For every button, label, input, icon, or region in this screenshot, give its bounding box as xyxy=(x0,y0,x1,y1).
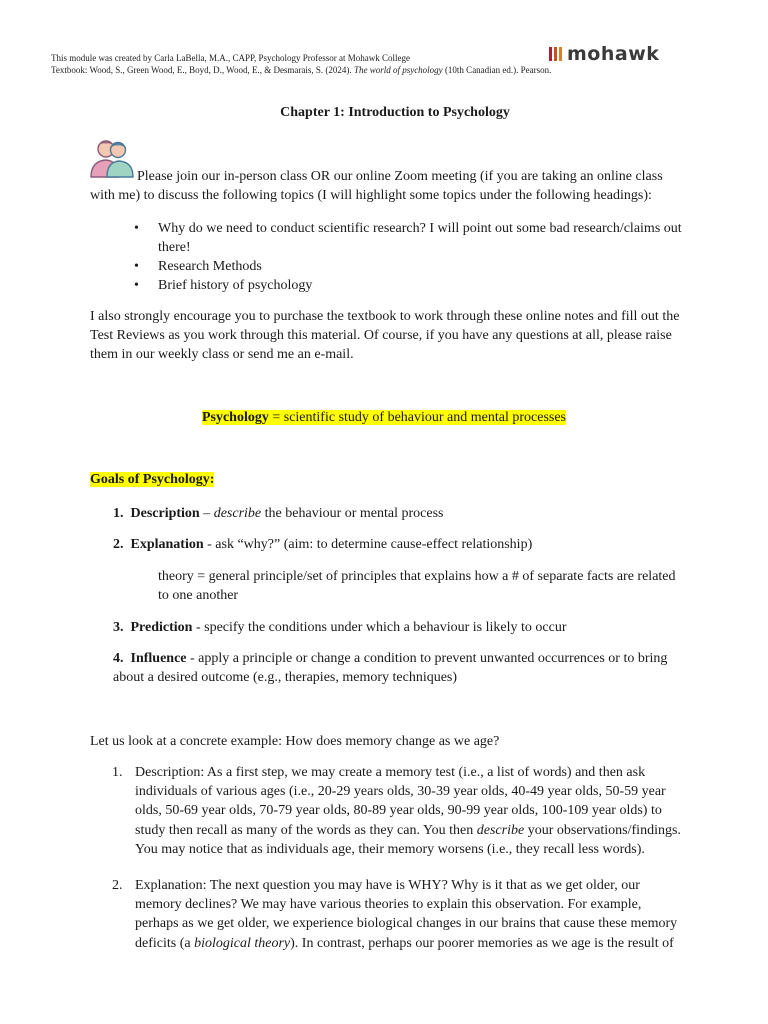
theory-definition: theory = general principle/set of principles that explains how a # of separate facts are related to one another xyxy=(158,569,676,604)
goal-prediction: 3. Prediction - specify the conditions under which a behaviour is likely to occur xyxy=(113,620,567,635)
example-explanation-item: Explanation: The next question you may have is WHY? Why is it that as we get older, our memory declines? We may have various theories to explain this observation. For example, perhaps as we get older, we experience biological changes in our brains that cause these memory deficits (a biological theory). In contrast, perhaps our poorer memories as we age is the result of xyxy=(135,878,678,951)
header-textbook-line xyxy=(51,65,551,76)
list-marker: 1. xyxy=(112,765,123,780)
chapter-title: Chapter 1: Introduction to Psychology xyxy=(280,105,510,120)
example-intro: Let us look at a concrete example: How does memory change as we age? xyxy=(90,734,500,749)
goals-heading: Goals of Psychology: xyxy=(90,472,215,487)
goal-influence: 4. Influence - apply a principle or change a condition to prevent unwanted occurrences or to bring about a desired outcome (e.g., therapies, memory techniques) xyxy=(113,651,668,686)
goal-term: Explanation xyxy=(130,537,204,552)
intro-paragraph: Please join our in-person class OR our online Zoom meeting (if you are taking an online class with me) to discuss the following topics (I will highlight some topics under the following headings): xyxy=(90,169,663,204)
textbook-suffix: (10th Canadian ed.). Pearson. xyxy=(444,65,552,75)
header-author-line xyxy=(51,53,410,64)
psychology-definition xyxy=(0,408,768,427)
goal-description: 1. Description – describe the behaviour or mental process xyxy=(113,506,444,521)
definition-term: Psychology xyxy=(201,410,269,425)
goal-term: Prediction xyxy=(130,620,193,635)
mohawk-logo-bars-icon xyxy=(549,47,562,61)
textbook-title: The world of psychology xyxy=(353,65,443,75)
author-text: This module was created by Carla LaBella, M.A., CAPP, Psychology Professor at Mohawk College xyxy=(51,53,410,63)
list-marker: 2. xyxy=(112,878,123,893)
mohawk-logo xyxy=(549,45,659,63)
goal-term: Description xyxy=(130,506,200,521)
definition-text: = scientific study of behaviour and mental processes xyxy=(268,410,567,425)
topics-list xyxy=(158,219,698,295)
topic-item: • Why do we need to conduct scientific research? I will point out some bad research/claims out there! xyxy=(158,219,698,257)
example-description-item: Description: As a first step, we may create a memory test (i.e., a list of words) and then ask individuals of various ages (i.e., 20-29 years olds, 30-39 year olds, 40-49 year olds, 50-59 year olds, 50-69 year olds, 70-79 year olds, 80-89 year olds, 90-99 year olds, 100-109 year olds) to study then recall as many of the words as they can. You then describe your observations/findings. You may notice that as individuals age, their memory worsens (i.e., they recall less words). xyxy=(135,765,681,857)
topic-item: • Research Methods xyxy=(158,257,698,276)
textbook-prefix: Textbook: Wood, S., Green Wood, E., Boyd, D., Wood, E., & Desmarais, S. (2024). xyxy=(51,65,352,75)
logo-wordmark: mohawk xyxy=(567,43,660,65)
goal-explanation: 2. Explanation - ask “why?” (aim: to determine cause-effect relationship) xyxy=(113,537,533,552)
encourage-paragraph: I also strongly encourage you to purchase the textbook to work through these online notes and fill out the Test Reviews as you work through this material. Of course, if you have any questions at all, please raise them in our weekly class or send me an e-mail. xyxy=(90,309,680,363)
topic-item: • Brief history of psychology xyxy=(158,276,698,295)
goal-term: Influence xyxy=(130,651,187,666)
